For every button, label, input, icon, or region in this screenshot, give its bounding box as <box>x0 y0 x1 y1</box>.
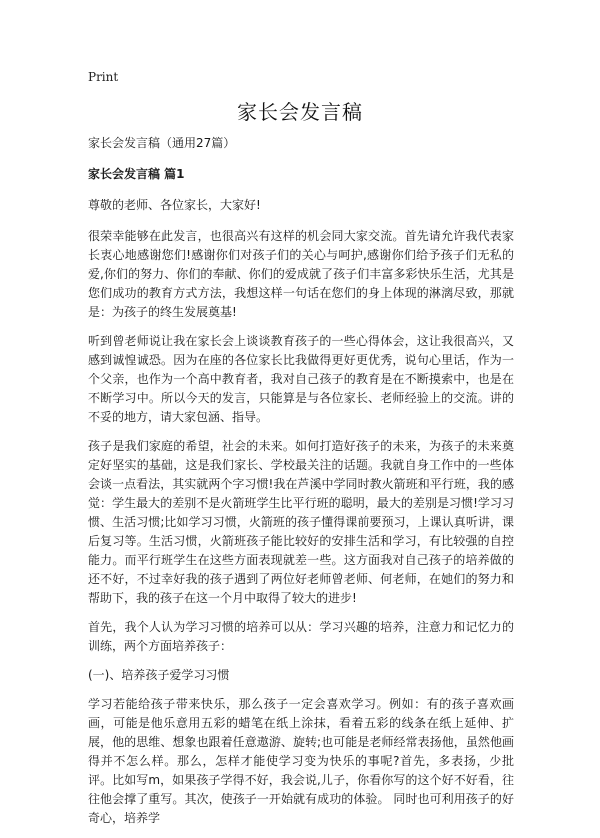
paragraph: 很荣幸能够在此发言，也很高兴有这样的机会同大家交流。首先请允许我代表家长衷心地感谢您们!感谢你们对孩子们的关心与呵护,感谢你们给予孩子们无私的爱,你们的努力、你们的奉献、你们的爱成就了孩子们丰富多彩快乐生活，尤其是您们成功的教育方式方法，我想这样一句话在您们的身上体现的淋漓尽致，那就是：为孩子的终生发展奠基! <box>88 229 514 319</box>
paragraph: 首先，我个人认为学习习惯的培养可以从：学习兴趣的培养，注意力和记忆力的训练，两个方面培养孩子： <box>88 620 514 653</box>
document-body <box>88 134 514 838</box>
subheading: (一)、培养孩子爱学习习惯 <box>88 668 230 682</box>
paragraph: 学习若能给孩子带来快乐，那么孩子一定会喜欢学习。例如：有的孩子喜欢画画，可能是他乐意用五彩的蜡笔在纸上涂抹，看着五彩的线条在纸上延伸、扩展，他的思维、想象也跟着任意遨游、旋转;也可能是老师经常表扬他，虽然他画得并不怎么样。那么，怎样才能使学习变为快乐的事呢?首先，多表扬，少批评。比如写m，如果孩子学得不好，我会说,儿子，你看你写的这个好不好看，往往他会撑了重写。其次，使孩子一开始就有成功的体验。 同时也可利用孩子的好奇心，培养学 <box>88 697 514 825</box>
paragraph: 听到曾老师说让我在家长会上谈谈教育孩子的一些心得体会，这让我很高兴，又感到诚惶诚恐。因为在座的各位家长比我做得更好更优秀，说句心里话，作为一个父亲，也作为一个高中教育者，我对自己孩子的教育是在不断摸索中，也是在不断学习中。所以今天的发言，只能算是与各位家长、老师经验上的交流。讲的不妥的地方，请大家包涵、指导。 <box>88 334 514 424</box>
print-link[interactable]: Print <box>88 70 119 84</box>
document-title: 家长会发言稿 <box>237 100 363 124</box>
greeting-line: 尊敬的老师、各位家长，大家好! <box>88 198 261 212</box>
paragraph: 孩子是我们家庭的希望，社会的未来。如何打造好孩子的未来，为孩子的未来奠定好坚实的基础，这是我们家长、学校最关注的话题。我就自身工作中的一些体会谈一点看法，其实就两个字习惯!我在芦溪中学同时教火箭班和平行班，我的感觉：学生最大的差别不是火箭班学生比平行班的聪明，最大的差别是习惯!学习习惯、生活习惯;比如学习习惯，火箭班的孩子懂得课前要预习，上课认真听讲，课后复习等。生活习惯，火箭班孩子能比较好的安排生活和学习，有比较强的自控能力。而平行班学生在这些方面表现就差一些。这方面我对自己孩子的培养做的还不好，不过幸好我的孩子遇到了两位好老师曾老师、何老师，在她们的努力和帮助下，我的孩子在这一个月中取得了较大的进步! <box>88 439 514 605</box>
section-heading: 家长会发言稿 篇1 <box>88 167 185 181</box>
document-subtitle: 家长会发言稿（通用27篇） <box>88 136 236 150</box>
